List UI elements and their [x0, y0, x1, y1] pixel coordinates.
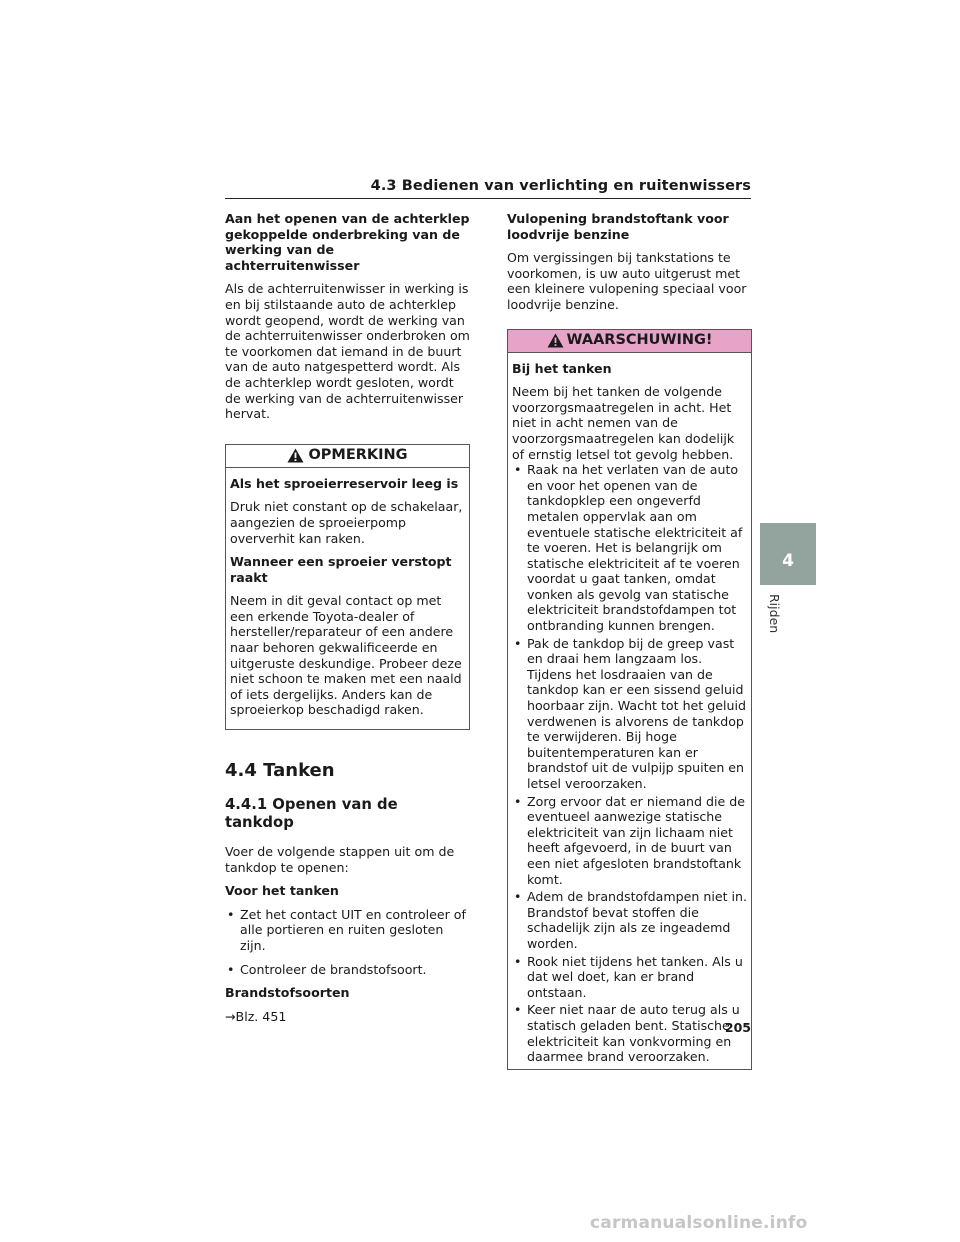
warning-sub: Bij het tanken: [512, 360, 612, 376]
note-box: [225, 444, 470, 730]
warning-title-text: WAARSCHUWING!: [566, 331, 713, 348]
steps-intro: Voer de volgende stappen uit om de tankdop te openen:: [225, 844, 455, 875]
warning-box: [507, 329, 752, 1070]
filler-heading: Vulopening brandstoftank voor loodvrije benzine: [507, 211, 729, 242]
list-item: • Keer niet naar de auto terug als u statisch geladen bent. Statische elektriciteit kan vonkvorming en daarmee brand veroorzaken.: [512, 1002, 747, 1064]
subsection-title: 4.4.1 Openen van de tankdop: [225, 796, 398, 832]
chapter-label: Rijden: [767, 594, 782, 634]
note-box-title: [226, 445, 469, 468]
list-item: • Zet het contact UIT en controleer of alle portieren en ruiten gesloten zijn.: [225, 907, 470, 954]
list-item: • Zorg ervoor dat er niemand die de eventueel aanwezige statische elektriciteit van zijn lichaam niet heeft afgevoerd, in de buurt van een niet afgesloten brandstoftank komt.: [512, 794, 747, 888]
list-item: • Pak de tankdop bij de greep vast en draai hem langzaam los. Tijdens het losdraaien van de tankdop kan er een sissend geluid hoorbaar zijn. Wacht tot het geluid verdwenen is alvorens de tankdop te verwijderen. Bij hoge buitentemperaturen kan er brandstof uit de vulpijp spuiten en letsel veroorzaken.: [512, 636, 747, 792]
list-item: • Raak na het verlaten van de auto en voor het openen van de tankdopklep een ongeverfd metalen oppervlak aan om eventuele statische elektriciteit af te voeren. Het is belangrijk om statische elektriciteit af te voeren voordat u gaat tanken, omdat vonken als gevolg van statische elektriciteit brandstofdampen tot ontbranding kunnen brengen.: [512, 462, 747, 634]
note-text1: Druk niet constant op de schakelaar, aangezien de sproeierpomp oververhit kan raken.: [230, 499, 463, 546]
right-column: [507, 211, 752, 1070]
intro-heading: Aan het openen van de achterklep gekoppelde onderbreking van de werking van de achterruitenwisser: [225, 211, 470, 273]
list-item: • Rook niet tijdens het tanken. Als u dat wel doet, kan er brand ontstaan.: [512, 954, 747, 1001]
left-column: [225, 211, 470, 1032]
list-item: • Adem de brandstofdampen niet in. Brandstof bevat stoffen die schadelijk zijn als ze ingeademd worden.: [512, 889, 747, 951]
chapter-number: 4: [782, 551, 794, 571]
warning-list: [512, 462, 747, 1065]
note-box-body: [226, 468, 469, 729]
note-sub2: Wanneer een sproeier verstopt raakt: [230, 554, 452, 585]
warning-box-body: [508, 353, 751, 1069]
fuel-types-heading: Brandstofsoorten: [225, 985, 350, 1001]
warning-text: Neem bij het tanken de volgende voorzorgsmaatregelen in acht. Het niet in acht nemen van de voorzorgsmaatregelen kan dodelijk of ernstig letsel tot gevolg hebben.: [512, 384, 735, 462]
before-heading: Voor het tanken: [225, 883, 339, 899]
note-title-text: OPMERKING: [308, 446, 408, 463]
intro-text: Als de achterruitenwisser in werking is en bij stilstaande auto de achterklep wordt geopend, wordt de werking van de achterruitenwisser onderbroken om te voorkomen dat iemand in de buurt van de auto natgespetterd wordt. Als de achterklep wordt gesloten, wordt de werking van de achterruitenwisser hervat.: [225, 281, 470, 422]
fuel-types-ref[interactable]: →Blz. 451: [225, 1008, 287, 1024]
note-text2: Neem in dit geval contact op met een erkende Toyota-dealer of hersteller/reparateur of een andere naar behoren gekwalificeerde en uitgeruste deskundige. Probeer deze niet schoon te maken met een naald of iets dergelijks. Anders kan de sproeierkop beschadigd raken.: [230, 593, 462, 718]
filler-text: Om vergissingen bij tankstations te voorkomen, is uw auto uitgerust met een kleinere vulopening speciaal voor loodvrije benzine.: [507, 250, 747, 312]
running-header: 4.3 Bedienen van verlichting en ruitenwissers: [370, 178, 751, 194]
before-list: [225, 907, 470, 977]
warning-icon: [547, 333, 564, 348]
list-item: • Controleer de brandstofsoort.: [225, 962, 470, 978]
page-number: 205: [724, 1020, 751, 1035]
header-rule: [225, 198, 751, 199]
section-title: 4.4 Tanken: [225, 760, 335, 782]
note-sub1: Als het sproeierreservoir leeg is: [230, 475, 459, 491]
watermark: carmanualsonline.info: [590, 1213, 808, 1233]
chapter-tab[interactable]: [760, 523, 816, 585]
warning-box-title: [508, 330, 751, 353]
caution-icon: [287, 448, 304, 463]
